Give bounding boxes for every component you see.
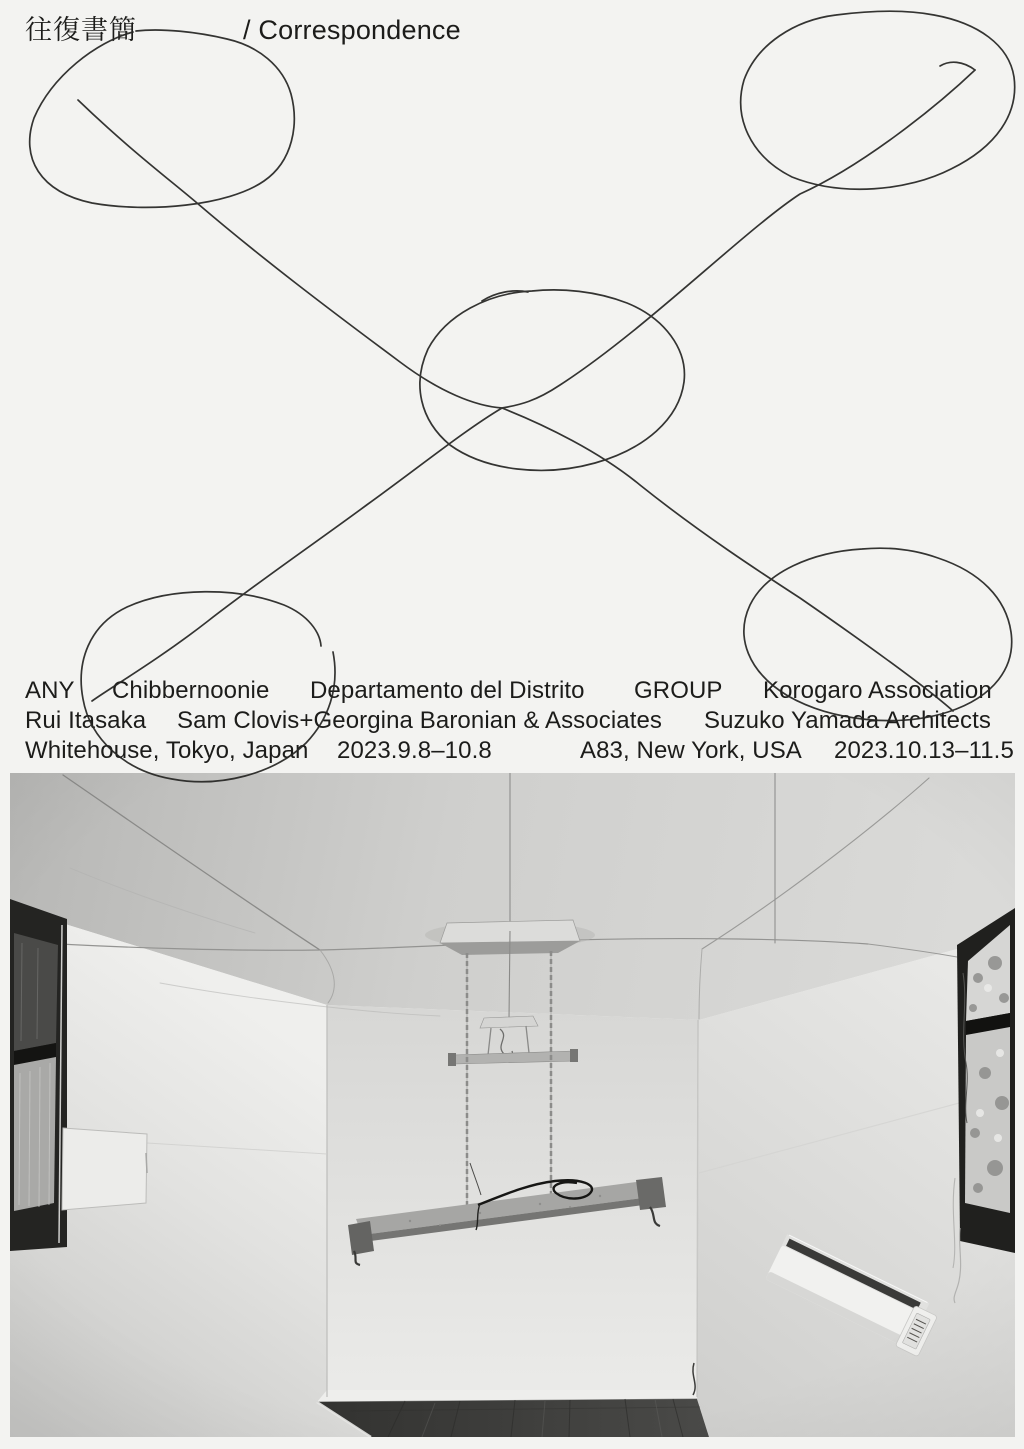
dates-newyork: 2023.10.13–11.5 [834,737,1014,764]
scribble-line-a [78,100,953,711]
scribble-circle-top-left [30,30,295,207]
credit-departamento: Departamento del Distrito [310,677,585,704]
credit-chibbernoonie: Chibbernoonie [112,677,270,704]
scribble-line-b [92,70,975,701]
venue-newyork: A83, New York, USA [580,737,802,764]
credits-line-1 [0,676,1024,706]
credit-clovis-baronian: Sam Clovis+Georgina Baronian & Associates [177,707,663,734]
credit-group: GROUP [634,677,723,704]
credit-suzuko-yamada: Suzuko Yamada Architects [704,707,992,734]
scribble-arrowhead [940,62,975,70]
gallery-room-photo [10,773,1015,1437]
venue-tokyo: Whitehouse, Tokyo, Japan [25,737,309,764]
credit-korogaro: Korogaro Association [763,677,992,704]
credit-rui-itasaka: Rui Itasaka [25,707,147,734]
scribble-circle-center [420,290,685,470]
dates-tokyo: 2023.9.8–10.8 [337,737,492,764]
credits-line-3 [0,736,1024,766]
poster-header [0,15,1024,49]
credit-any: ANY [25,677,75,704]
credits-line-2 [0,706,1024,736]
title-english: / Correspondence [243,15,461,45]
photo-vignette [10,773,1015,1437]
scribble-circle-center-tail [482,291,528,301]
title-japanese: 往復書簡 [25,15,137,45]
